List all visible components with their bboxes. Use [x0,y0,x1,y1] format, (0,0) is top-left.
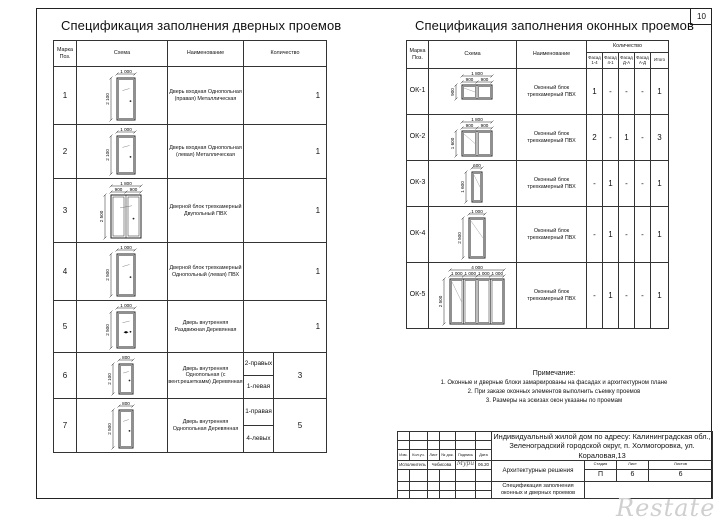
windows-header-f2: Фасад 4-1 [603,53,619,69]
window-scheme-cell [429,115,517,161]
window-qty-2-ОК-5: 1 [603,263,619,329]
stamp-sheets-header: Листов [649,460,713,469]
door-height-7: 2 500 [107,422,112,435]
door-mark-1: 1 [54,67,77,125]
door-mark-4: 4 [54,243,77,301]
window-qty-3-ОК-3: - [619,161,635,207]
window-scheme-ОК-3 [431,163,515,205]
window-height-ОК-5: 2 500 [437,295,443,307]
window-scheme-cell [429,207,517,263]
window-qty-1-ОК-4: - [587,207,603,263]
door-width-3: 1 800 [120,180,132,186]
window-qty-1-ОК-3: - [587,161,603,207]
window-scheme-ОК-5 [431,265,515,327]
door-width-5: 1 000 [120,302,132,308]
window-width-part-1-ОК-5: 1 000 [450,270,462,276]
door-mark-7: 7 [54,399,77,453]
stamp-sheet-header: Лист [617,460,649,469]
window-scheme-cell [429,69,517,115]
door-qty-3: 1 [244,179,327,243]
door-scheme-cell [77,301,168,353]
door-scheme-6 [82,355,162,397]
door-width-1: 1 000 [120,68,132,74]
stamp-col-izm: Изм. [398,450,410,460]
window-qty-5-ОК-2: 3 [651,115,669,161]
title-block [397,431,713,499]
stamp-signature: Mypu [456,460,475,468]
window-width-part-2-ОК-5: 1 000 [464,270,476,276]
window-qty-3-ОК-1: - [619,69,635,115]
window-mark-ОК-5: ОК-5 [407,263,429,329]
door-mark-2: 2 [54,125,77,179]
door-name-3: Дверной блок трехкамерный Двупольный ПВХ [168,179,244,243]
window-qty-3-ОК-4: - [619,207,635,263]
door-scheme-cell [77,243,168,301]
stamp-project: Индивидуальный жилой дом по адресу: Калининградская обл., Зеленоградский городской округ, п. Холмогоровка, ул. Кораловая,13 [493,432,711,460]
window-qty-5-ОК-4: 1 [651,207,669,263]
stamp-stage-header: Стадия [585,460,617,469]
door-scheme-2 [82,127,162,177]
window-height-ОК-1: 900 [449,87,455,96]
window-width-ОК-3: 600 [472,162,481,168]
door-scheme-4 [82,245,162,299]
door-scheme-7 [82,401,162,451]
window-width-part-3-ОК-5: 1 000 [477,270,489,276]
window-height-ОК-4: 2 500 [456,231,462,244]
notes [405,369,703,405]
window-width-b-ОК-1: 900 [480,76,488,82]
window-mark-ОК-1: ОК-1 [407,69,429,115]
window-width-a-ОК-1: 900 [465,76,473,82]
watermark-logo: Restate [616,494,716,522]
note-item-1: 1. Оконные и дверные блоки замаркированы на фасадах и архитектурном плане [440,380,668,387]
stamp-sheet: 6 [617,469,649,481]
window-width-b-ОК-2: 900 [480,122,488,128]
window-qty-5-ОК-1: 1 [651,69,669,115]
window-width-part-4-ОК-5: 1 000 [491,270,503,276]
stamp-col-koluch: Кол.уч. [410,450,428,460]
windows-header-name: Наименование [517,41,587,69]
window-scheme-ОК-2 [431,117,515,159]
window-qty-1-ОК-1: 1 [587,69,603,115]
stamp-sheets: 6 [649,469,713,481]
window-qty-3-ОК-5: - [619,263,635,329]
door-scheme-3 [82,181,162,241]
door-qty-5: 1 [244,301,327,353]
door-scheme-cell [77,399,168,453]
window-width-ОК-2: 1 800 [470,116,483,122]
window-qty-5-ОК-3: 1 [651,161,669,207]
window-name-ОК-4: Оконный блок трехкамерный ПВХ [517,207,587,263]
stamp-col-list: Лист [428,450,440,460]
door-scheme-5 [82,303,162,351]
door-width-a-3: 900 [114,186,123,192]
door-name-5: Дверь внутренняя Раздвижная Деревянная [168,301,244,353]
sheet-number: 10 [690,9,712,25]
window-height-ОК-3: 1 600 [459,180,465,193]
doors-header-qty: Количество [244,41,327,67]
window-name-ОК-2: Оконный блок трехкамерный ПВХ [517,115,587,161]
stamp-executor-role: Исполнитель [398,460,428,469]
door-side-b-6: 1-левая [244,376,274,399]
door-qty-6: 3 [274,353,327,399]
window-scheme-cell [429,263,517,329]
notes-title: Примечание: [532,370,576,377]
window-name-ОК-1: Оконный блок трехкамерный ПВХ [517,69,587,115]
doors-header-scheme: Схема [77,41,168,67]
windows-header-f3: Фасад Д-А [619,53,635,69]
door-name-1: Дверь входная Однопольная (правая) Металлическая [168,67,244,125]
window-height-ОК-2: 1 600 [449,137,455,149]
door-width-2: 1 000 [120,126,132,132]
door-name-6: Дверь внутренняя Однопольная (с вент.решеткамм) Деревянная [168,353,244,399]
doors-header-mark: Марка Поз. [54,41,77,67]
stamp-executor-name: Чебисова [428,460,456,469]
door-width-b-3: 900 [129,186,138,192]
window-qty-2-ОК-4: 1 [603,207,619,263]
window-mark-ОК-2: ОК-2 [407,115,429,161]
window-qty-2-ОК-1: - [603,69,619,115]
window-qty-4-ОК-1: - [635,69,651,115]
doors-table [53,40,327,453]
window-qty-1-ОК-2: 2 [587,115,603,161]
door-height-4: 2 500 [105,268,110,281]
doors-header-name: Наименование [168,41,244,67]
windows-header-f1: Фасад 1-4 [587,53,603,69]
note-item-2: 2. При заказе оконных элементов выполнить съемку проемов [467,388,641,395]
door-height-3: 2 500 [99,210,104,222]
door-mark-6: 6 [54,353,77,399]
window-qty-1-ОК-5: - [587,263,603,329]
stamp-col-ndoc: № док. [440,450,456,460]
door-scheme-cell [77,179,168,243]
window-width-ОК-4: 1 000 [470,208,483,214]
door-qty-4: 1 [244,243,327,301]
door-name-7: Дверь внутренняя Однопольная Деревянная [168,399,244,453]
window-qty-2-ОК-2: - [603,115,619,161]
door-height-1: 2 100 [105,92,110,105]
window-scheme-ОК-1 [431,71,515,113]
windows-title: Спецификация заполнения оконных проемов [415,18,694,33]
window-qty-2-ОК-3: 1 [603,161,619,207]
door-mark-5: 5 [54,301,77,353]
door-width-6: 800 [122,354,130,360]
door-side-b-7: 4-левых [244,426,274,453]
stamp-stage: П [585,469,617,481]
window-mark-ОК-3: ОК-3 [407,161,429,207]
door-scheme-cell [77,125,168,179]
windows-header-mark: Марка Поз. [407,41,429,69]
window-width-a-ОК-2: 900 [465,122,473,128]
window-width-ОК-5: 4 000 [470,264,483,270]
windows-header-f4: Фасад А-Д [635,53,651,69]
door-height-6: 2 100 [107,372,112,385]
door-height-5: 2 500 [105,323,110,336]
door-scheme-cell [77,353,168,399]
door-width-4: 1 000 [120,244,132,250]
window-scheme-ОК-4 [431,209,515,261]
stamp-section: Архитектурные решения [492,460,585,481]
door-mark-3: 3 [54,179,77,243]
windows-header-scheme: Схема [429,41,517,69]
door-side-a-6: 2-правых [244,353,274,376]
window-name-ОК-5: Оконный блок трехкамерный ПВХ [517,263,587,329]
door-width-7: 800 [122,400,130,406]
stamp-sheet-title: Спецификация заполнения оконных и дверных проемов [492,481,585,498]
window-qty-5-ОК-5: 1 [651,263,669,329]
window-name-ОК-3: Оконный блок трехкамерный ПВХ [517,161,587,207]
stamp-col-date: Дата [476,450,492,460]
window-scheme-cell [429,161,517,207]
door-height-2: 2 100 [105,148,110,161]
stamp-col-sign: Подпись [456,450,476,460]
door-qty-2: 1 [244,125,327,179]
windows-header-total: Итого [651,53,669,69]
window-width-ОК-1: 1 800 [470,70,483,76]
door-scheme-cell [77,67,168,125]
window-mark-ОК-4: ОК-4 [407,207,429,263]
window-qty-4-ОК-2: - [635,115,651,161]
door-name-4: Дверной блок трехкамерный Однопольный (левая) ПВХ [168,243,244,301]
door-qty-1: 1 [244,67,327,125]
note-item-3: 3. Размеры на эскизах окон указаны по проемам [485,397,623,404]
door-side-a-7: 1-правая [244,399,274,426]
window-qty-3-ОК-2: 1 [619,115,635,161]
door-name-2: Дверь входная Однопольная (левая) Металлическая [168,125,244,179]
svg-text:◂▸: ◂▸ [123,328,129,335]
door-qty-7: 5 [274,399,327,453]
windows-table [406,40,669,329]
window-qty-4-ОК-4: - [635,207,651,263]
window-qty-4-ОК-3: - [635,161,651,207]
doors-title: Спецификация заполнения дверных проемов [61,18,342,33]
window-qty-4-ОК-5: - [635,263,651,329]
door-scheme-1 [82,69,162,123]
windows-header-qty: Количество [587,41,669,53]
stamp-date: 06.20 [476,460,492,469]
